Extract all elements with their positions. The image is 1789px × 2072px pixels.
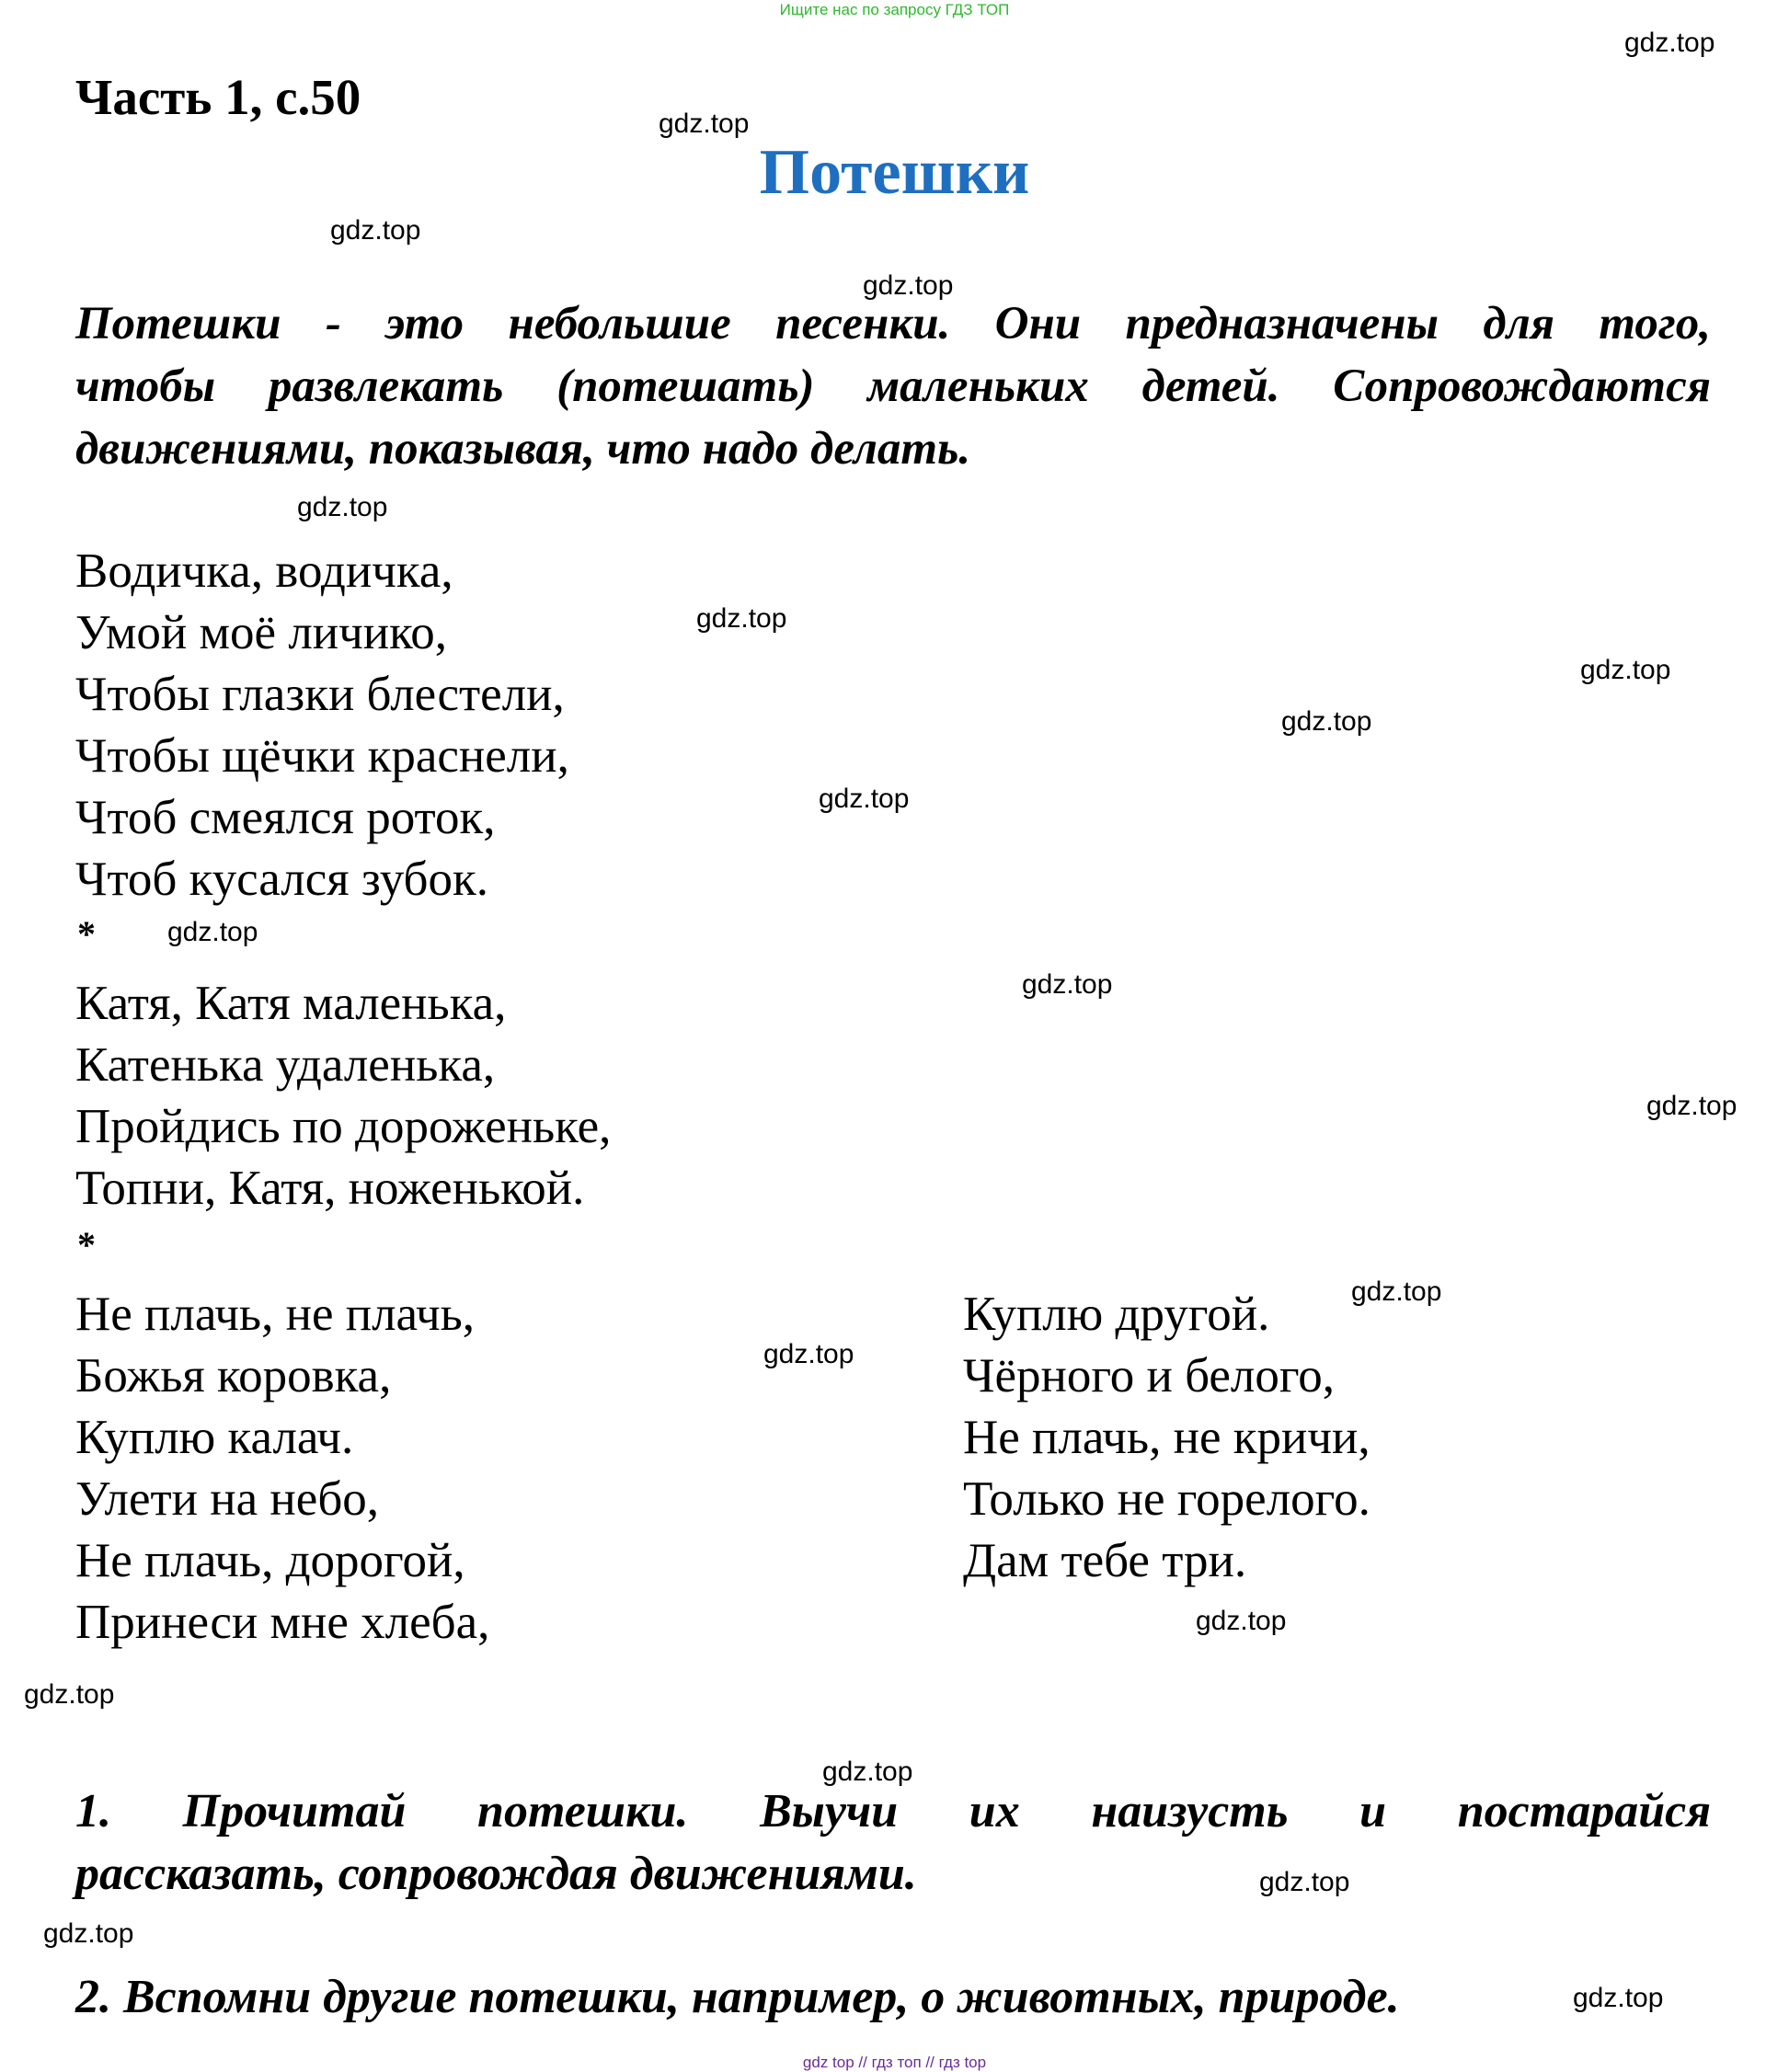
verse-line: Чтобы глазки блестели, [75,668,565,721]
watermark-text: gdz.top [24,1679,115,1710]
verse-separator: * [77,1224,96,1265]
watermark-text: gdz.top [1573,1983,1664,2013]
verse-line: Куплю другой. [963,1288,1270,1341]
watermark-text: gdz.top [297,492,388,522]
verse-line: Чёрного и белого, [963,1349,1336,1402]
verse-water [75,541,569,910]
verse-line: Не плачь, дорогой, [75,1534,465,1587]
watermark-text: gdz.top [1196,1606,1287,1636]
watermark-text: gdz.top [1351,1276,1442,1307]
watermark-text: gdz.top [43,1918,134,1949]
verse-line: Дам тебе три. [963,1534,1247,1587]
verse-line: Божья коровка, [75,1349,392,1402]
task-1 [75,1780,1711,1906]
task-line: 1. Прочитай потешки. Выучи их наизусть и постарайся [75,1785,1711,1837]
watermark-text: gdz.top [822,1757,913,1787]
definition-line: движениями, показывая, что надо делать. [75,423,971,475]
verse-line: Улети на небо, [75,1472,380,1526]
task-line: рассказать, сопровождая движениями. [75,1848,917,1900]
watermark-text: gdz.top [330,215,421,246]
watermark-text: gdz.top [659,109,750,139]
verse-line: Чтобы щёчки краснели, [75,729,569,783]
watermark-text: gdz.top [1624,28,1715,58]
watermark-text: gdz.top [819,784,910,814]
verse-line: Водичка, водичка, [75,544,453,598]
verse-line: Не плачь, не плачь, [75,1288,476,1341]
verse-line: Куплю калач. [75,1411,354,1464]
verse-line: Чтоб кусался зубок. [75,853,488,906]
verse-line: Только не горелого. [963,1472,1370,1526]
part-header: Часть 1, с.50 [75,69,361,125]
top-banner: Ищите нас по запросу ГДЗ ТОП [779,1,1010,18]
definition-line: чтобы развлекать (потешать) маленьких детей. Сопровождаются [75,361,1711,412]
watermark-text: gdz.top [1022,969,1113,1000]
page-title: Потешки [759,137,1030,208]
watermark-text: gdz.top [763,1339,854,1369]
watermark-text: gdz.top [1580,655,1671,685]
definition-paragraph [75,292,1711,480]
task-2: 2. Вспомни другие потешки, например, о животных, природе. [75,1971,1400,2023]
bottom-banner: gdz top // гдз топ // гдз top [802,2054,987,2071]
watermark-text: gdz.top [863,270,954,301]
verse-line: Умой моё личико, [75,606,447,659]
definition-line: Потешки - это небольшие песенки. Они предназначены для того, [75,298,1711,349]
verse-line: Принеси мне хлеба, [75,1596,490,1649]
watermark-text: gdz.top [167,917,258,947]
verse-line: Чтоб смеялся роток, [75,791,496,844]
verse-line: Топни, Катя, ноженькой. [75,1162,585,1215]
verse-line: Катенька удаленька, [75,1038,496,1092]
watermark-text: gdz.top [1281,706,1372,737]
watermark-text: gdz.top [1646,1091,1737,1121]
watermark-text: gdz.top [1259,1867,1350,1897]
watermark-text: gdz.top [696,603,787,634]
verse-katya [75,973,611,1219]
verse-line: Не плачь, не кричи, [963,1411,1370,1464]
verse-line: Катя, Катя маленька, [75,977,507,1030]
verse-line: Пройдись по дороженьке, [75,1100,612,1153]
verse-ladybug-right [963,1284,1370,1592]
verse-ladybug-left [75,1284,489,1654]
verse-separator: * [77,913,96,955]
